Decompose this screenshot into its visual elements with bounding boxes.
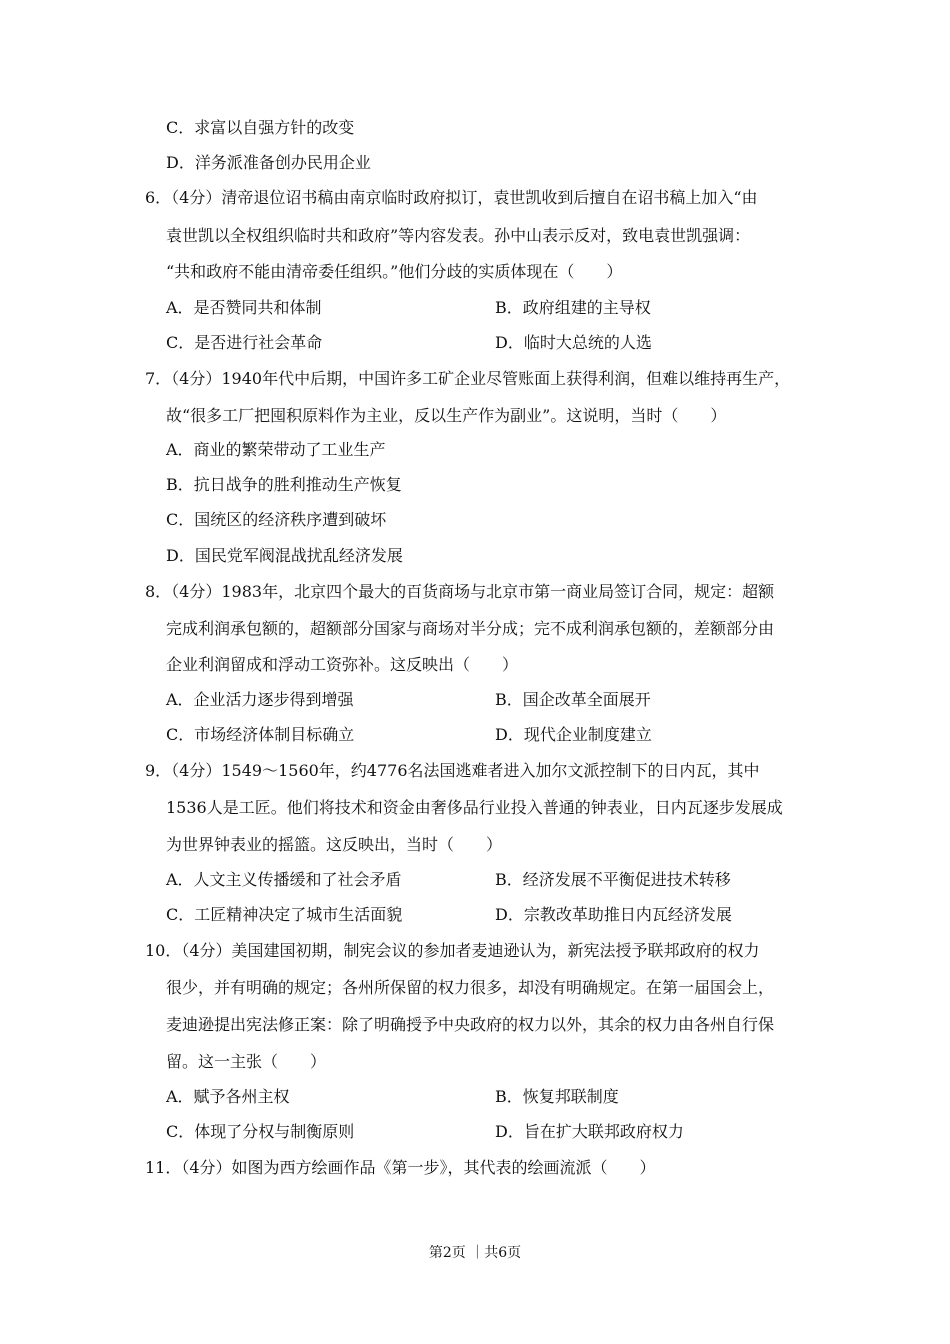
q5-option-d: D．洋务派准备创办民用企业 — [166, 153, 371, 172]
q8-option-b: B．国企改革全面展开 — [495, 690, 651, 709]
q9-option-c: C．工匠精神决定了城市生活面貌 — [166, 905, 403, 924]
q6-stem-line-3: “共和政府不能由清帝委任组织。”他们分歧的实质体现在（ ） — [166, 262, 623, 281]
q6-stem-line-2: 袁世凯以全权组织临时共和政府”等内容发表。孙中山表示反对，致电袁世凯强调： — [166, 226, 751, 245]
q9-option-a: A．人文主义传播缓和了社会矛盾 — [166, 870, 402, 889]
q8-stem-line-1: 8．（4分）1983年，北京四个最大的百货商场与北京市第一商业局签订合同，规定：超额 — [145, 582, 775, 601]
q7-option-a: A．商业的繁荣带动了工业生产 — [166, 440, 386, 459]
q11-stem-line-1: 11．（4分）如图为西方绘画作品《第一步》，其代表的绘画流派（ ） — [145, 1158, 656, 1177]
q8-option-c: C．市场经济体制目标确立 — [166, 725, 355, 744]
q6-option-b: B．政府组建的主导权 — [495, 298, 651, 317]
q9-option-d: D．宗教改革助推日内瓦经济发展 — [495, 905, 732, 924]
q7-stem-line-1: 7．（4分）1940年代中后期，中国许多工矿企业尽管账面上获得利润，但难以维持再生产， — [145, 369, 791, 388]
q10-option-d: D．旨在扩大联邦政府权力 — [495, 1122, 684, 1141]
q9-stem-line-3: 为世界钟表业的摇篮。这反映出，当时（ ） — [166, 835, 503, 854]
q10-stem-line-3: 麦迪逊提出宪法修正案：除了明确授予中央政府的权力以外，其余的权力由各州自行保 — [166, 1015, 775, 1034]
q8-option-d: D．现代企业制度建立 — [495, 725, 652, 744]
q8-option-a: A．企业活力逐步得到增强 — [166, 690, 354, 709]
q10-option-b: B．恢复邦联制度 — [495, 1087, 619, 1106]
q6-option-d: D．临时大总统的人选 — [495, 333, 652, 352]
q10-option-c: C．体现了分权与制衡原则 — [166, 1122, 355, 1141]
q8-stem-line-3: 企业利润留成和浮动工资弥补。这反映出（ ） — [166, 655, 519, 674]
q6-option-a: A．是否赞同共和体制 — [166, 298, 322, 317]
q10-stem-line-4: 留。这一主张（ ） — [166, 1052, 327, 1071]
q9-stem-line-2: 1536人是工匠。他们将技术和资金由奢侈品行业投入普通的钟表业，日内瓦逐步发展成 — [166, 798, 783, 817]
q7-option-b: B．抗日战争的胜利推动生产恢复 — [166, 475, 402, 494]
q7-option-c: C．国统区的经济秩序遭到破坏 — [166, 510, 387, 529]
q5-option-c: C．求富以自强方针的改变 — [166, 118, 355, 137]
q6-option-c: C．是否进行社会革命 — [166, 333, 323, 352]
q10-stem-line-2: 很少，并有明确的规定；各州所保留的权力很多，却没有明确规定。在第一届国会上， — [166, 978, 775, 997]
q9-option-b: B．经济发展不平衡促进技术转移 — [495, 870, 731, 889]
q10-stem-line-1: 10．（4分）美国建国初期，制宪会议的参加者麦迪逊认为，新宪法授予联邦政府的权力 — [145, 941, 760, 960]
q10-option-a: A．赋予各州主权 — [166, 1087, 290, 1106]
q7-stem-line-2: 故“很多工厂把囤积原料作为主业，反以生产作为副业”。这说明，当时（ ） — [166, 406, 727, 425]
page-footer: 第2页 ｜共6页 — [428, 1245, 522, 1261]
q8-stem-line-2: 完成利润承包额的，超额部分国家与商场对半分成；完不成利润承包额的，差额部分由 — [166, 619, 775, 638]
q6-stem-line-1: 6．（4分）清帝退位诏书稿由南京临时政府拟订，袁世凯收到后擅自在诏书稿上加入“由 — [145, 188, 758, 207]
q7-option-d: D．国民党军阀混战扰乱经济发展 — [166, 546, 403, 565]
q9-stem-line-1: 9．（4分）1549～1560年，约4776名法国逃难者进入加尔文派控制下的日内瓦，其中 — [145, 761, 760, 780]
